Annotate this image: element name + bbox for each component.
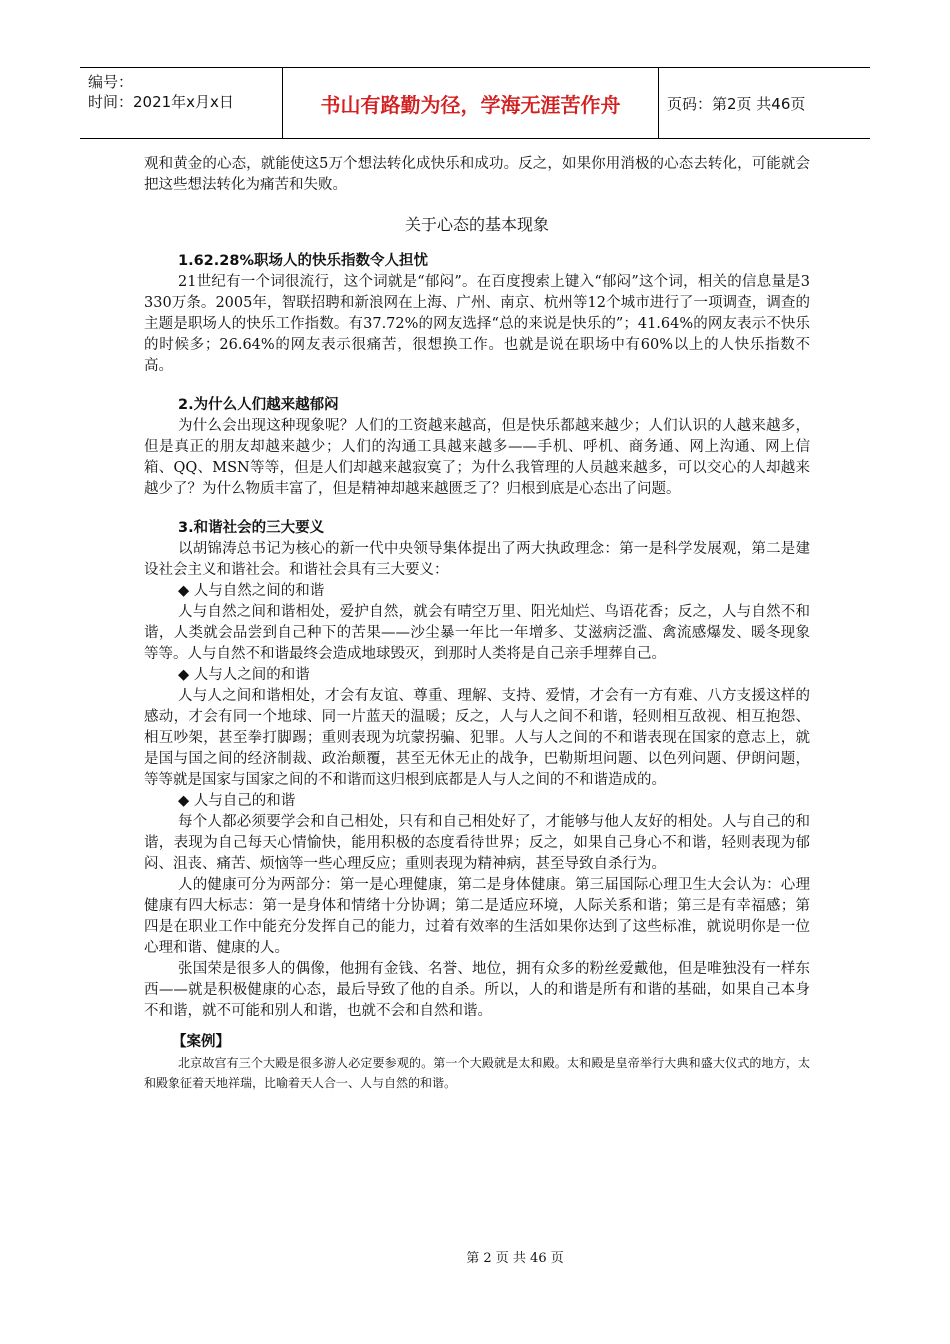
intro-paragraph: 观和黄金的心态，就能使这5万个想法转化成快乐和成功。反之，如果你用消极的心态去转化，可能就会把这些想法转化为痛苦和失败。 — [144, 156, 810, 193]
document-body — [144, 154, 810, 1093]
chapter-title: 关于心态的基本现象 — [404, 215, 549, 234]
harmony-bullet: ◆ 人与自己的和谐 — [178, 793, 296, 809]
section-paragraph: 21世纪有一个词很流行，这个词就是“郁闷”。在百度搜索上键入“郁闷”这个词，相关的信息量是3 330万条。2005年，智联招聘和新浪网在上海、广州、南京、杭州等12个城市进行了一项调查，调查的主题是职场人的快乐工作指数。有37.72%的网友选择“总的来说是快乐的”；41.64%的网友表示不快乐的时候多；26.64%的网友表示很痛苦，很想换工作。也就是说在职场中有60%以上的人快乐指数不高。 — [144, 274, 810, 374]
section-paragraph: 以胡锦涛总书记为核心的新一代中央领导集体提出了两大执政理念：第一是科学发展观，第二是建设社会主义和谐社会。和谐社会具有三大要义： — [144, 541, 810, 578]
body-paragraph: 人的健康可分为两部分：第一是心理健康，第二是身体健康。第三届国际心理卫生大会认为：心理健康有四大标志：第一是身体和情绪十分协调；第二是适应环境，人际关系和谐；第三是有幸福感；第四是在职业工作中能充分发挥自己的能力，过着有效率的生活如果你达到了这些标准，就说明你是一位心理和谐、健康的人。 — [144, 877, 810, 956]
page-footer: 第 2 页 共 46 页 — [466, 1251, 564, 1266]
harmony-bullet: ◆ 人与自然之间的和谐 — [178, 583, 325, 599]
header-meta — [80, 68, 282, 138]
header-page-info: 页码：第2页 共46页 — [667, 94, 806, 113]
case-title: 【案例】 — [172, 1034, 230, 1050]
harmony-paragraph: 人与自然之间和谐相处，爱护自然，就会有晴空万里、阳光灿烂、鸟语花香；反之，人与自然不和谐，人类就会品尝到自己种下的苦果——沙尘暴一年比一年增多、艾滋病泛滥、禽流感爆发、暖冬现象等等。人与自然不和谐最终会造成地球毁灭，到那时人类将是自己亲手埋葬自己。 — [144, 604, 810, 662]
section-title: 3.和谐社会的三大要义 — [178, 520, 325, 536]
harmony-bullet: ◆ 人与人之间的和谐 — [178, 667, 310, 683]
case-text: 北京故宫有三个大殿是很多游人必定要参观的。第一个大殿就是太和殿。太和殿是皇帝举行大典和盛大仪式的地方，太和殿象征着天地祥瑞，比喻着天人合一、人与自然的和谐。 — [144, 1056, 810, 1090]
time-label: 时间：2021年x月x日 — [88, 93, 234, 111]
number-label: 编号： — [88, 73, 134, 91]
section-title: 1.62.28%职场人的快乐指数令人担忧 — [178, 253, 428, 269]
body-paragraph: 张国荣是很多人的偶像，他拥有金钱、名誉、地位，拥有众多的粉丝爱戴他，但是唯独没有一样东西——就是积极健康的心态，最后导致了他的自杀。所以，人的和谐是所有和谐的基础，如果自己本身不和谐，就不可能和别人和谐，也就不会和自然和谐。 — [144, 961, 810, 1019]
harmony-paragraph: 人与人之间和谐相处，才会有友谊、尊重、理解、支持、爱情，才会有一方有难、八方支援这样的感动，才会有同一个地球、同一片蓝天的温暖；反之，人与人之间不和谐，轻则相互敌视、相互抱怨、相互吵架，甚至拳打脚踢；重则表现为坑蒙拐骗、犯罪。人与人之间的不和谐表现在国家的意志上，就是国与国之间的经济制裁、政治颠覆，甚至无休无止的战争，巴勒斯坦问题、以色列问题、伊朗问题，等等就是国家与国家之间的不和谐而这归根到底都是人与人之间的不和谐造成的。 — [144, 688, 810, 788]
header-motto: 书山有路勤为径，学海无涯苦作舟 — [282, 68, 659, 138]
harmony-paragraph: 每个人都必须要学会和自己相处，只有和自己相处好了，才能够与他人友好的相处。人与自己的和谐，表现为自己每天心情愉快，能用积极的态度看待世界；反之，如果自己身心不和谐，轻则表现为郁闷、沮丧、痛苦、烦恼等一些心理反应；重则表现为精神病，甚至导致自杀行为。 — [144, 814, 810, 872]
page-header — [80, 67, 870, 139]
section-paragraph: 为什么会出现这种现象呢？人们的工资越来越高，但是快乐都越来越少；人们认识的人越来越多，但是真正的朋友却越来越少；人们的沟通工具越来越多——手机、呼机、商务通、网上沟通、网上信箱、QQ、MSN等等，但是人们却越来越寂寞了；为什么我管理的人员越来越多，可以交心的人却越来越少了？为什么物质丰富了，但是精神却越来越匮乏了？归根到底是心态出了问题。 — [144, 418, 810, 497]
section-title: 2.为什么人们越来越郁闷 — [178, 397, 339, 413]
